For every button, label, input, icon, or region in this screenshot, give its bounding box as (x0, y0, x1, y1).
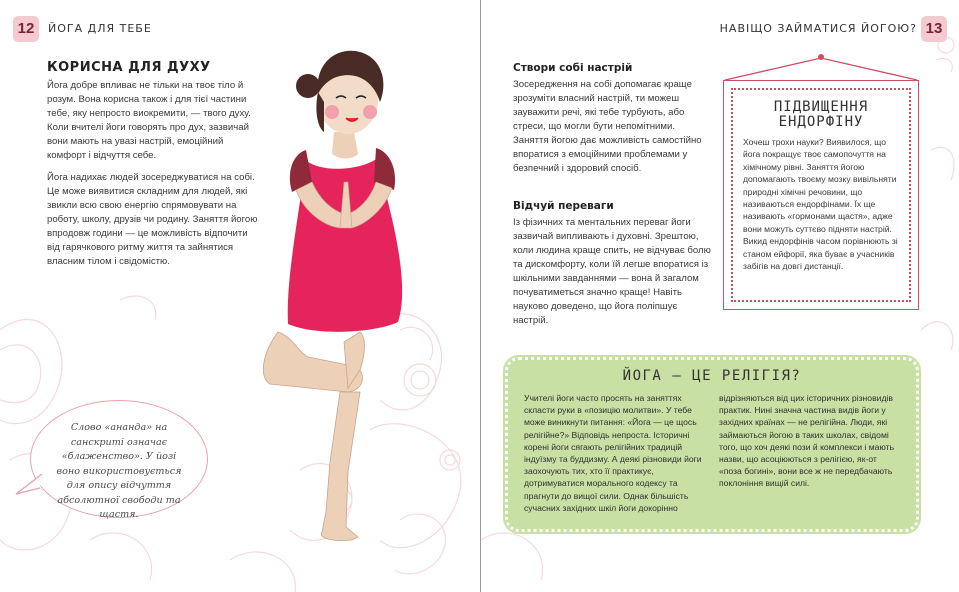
green-box-title: ЙОГА — ЦЕ РЕЛІГІЯ? (622, 368, 802, 384)
sidebar-text: Хочеш трохи науки? Виявилося, що йога покращує твоє самопочуття на хімічному рівні. Заняття йогою допомагають твоєму мозку вивільняти природні хімічні речовини, що називаються ендорфінами. Їх ще називають «гормонами щастя», адже вони можуть суттєво підняти настрій. Викид ендорфінів часом порівнюють зі станом ейфорії, яка буває в учасників забігів на довгі дистанції. (743, 137, 898, 272)
religion-info-box (505, 357, 919, 532)
paragraph: Йога надихає людей зосереджуватися на собі. Це може виявитися складним для людей, які звикли всю свою енергію спрямовувати на роботу, школу, друзів чи родину. Заняття йогою впродовж години — це можливість відпочити від гарячкового ритму життя та зайнятися власним тілом і свідомістю. (47, 172, 258, 267)
frame-hanger (723, 52, 919, 82)
subsection-text: Із фізичних та ментальних переваг йоги зазвичай випливають і духовні. Зрештою, коли людина краще спить, не відчуває болю та дискомфорту, коли їй легше впоратися із шкільними завданнями — вона й загалом почуватиметься значно краще! Навіть науково доведено, що йога поліпшує настрій. (513, 217, 711, 326)
section-benefits (513, 200, 713, 328)
running-head: НАВІЩО ЗАЙМАТИСЯ ЙОГОЮ? (719, 22, 917, 35)
endorphin-sidebar (723, 80, 919, 310)
green-box-column-2: відрізняються від цих історичних різновидів практик. Нині значна частина видів йоги у західних країнах — не релігійна. Люди, які займаються йогою в таких школах, свідомі того, що хоч деякі пози й комплекси і мають назви, що асоціюються з релігією, як-от «поза богині», вони все ж не передбачають поклоніння вищій силі. (719, 393, 895, 489)
paragraph: Йога добре впливає не тільки на твоє тіло й розум. Вона корисна також і для тієї частини тебе, яку непросто виокремити, — твого духу. Коли вчителі йоги говорять про дух, зазвичай вони мають на увазі настрій, емоційний комфорт і відчуття себе. (47, 80, 251, 161)
subsection-title: Створи собі настрій (513, 62, 633, 74)
green-box-column-1: Учителі йоги часто просять на заняттях скласти руки в «позицію молитви». У тебе може виникнути питання: «Йога — це щось релігійне?» Відповідь непроста. Історичні корені йоги сягають релігійних традицій індуїзму та буддизму. А деякі різновиди йоги заохочують тих, хто її практикує, дотримуватися морального кодексу та прагнути до вищої сили. Однак більшість сучасних західних шкіл йоги докорінно (524, 393, 702, 513)
section-mood (513, 62, 713, 176)
quote-text: Слово «ананда» на санскриті означає «блаженство». У йозі воно використовується для опису відчуття абсолютної свободи та щастя. (56, 422, 182, 520)
bubble-tail (14, 470, 44, 500)
subsection-title: Відчуй переваги (513, 200, 614, 212)
quote-bubble (30, 400, 208, 518)
subsection-text: Зосередження на собі допомагає краще зрозуміти власний настрій, ти можеш зауважити речі, які тебе турбують, або стреси, що могли бути непомітними. Заняття йогою дає можливість самостійно впоратися з емоційними проблемами у безпечний і здоровий спосіб. (513, 79, 702, 174)
girl-tree-pose-illustration (248, 32, 448, 552)
sidebar-title: ПІДВИЩЕННЯ ЕНДОРФІНУ (773, 99, 869, 130)
section-title: КОРИСНА ДЛЯ ДУХУ (47, 60, 211, 75)
page-number-badge: 13 (921, 16, 947, 42)
page-number-badge: 12 (13, 16, 39, 42)
right-page (481, 0, 959, 592)
running-head: ЙОГА ДЛЯ ТЕБЕ (48, 22, 152, 35)
section-body (47, 79, 259, 277)
